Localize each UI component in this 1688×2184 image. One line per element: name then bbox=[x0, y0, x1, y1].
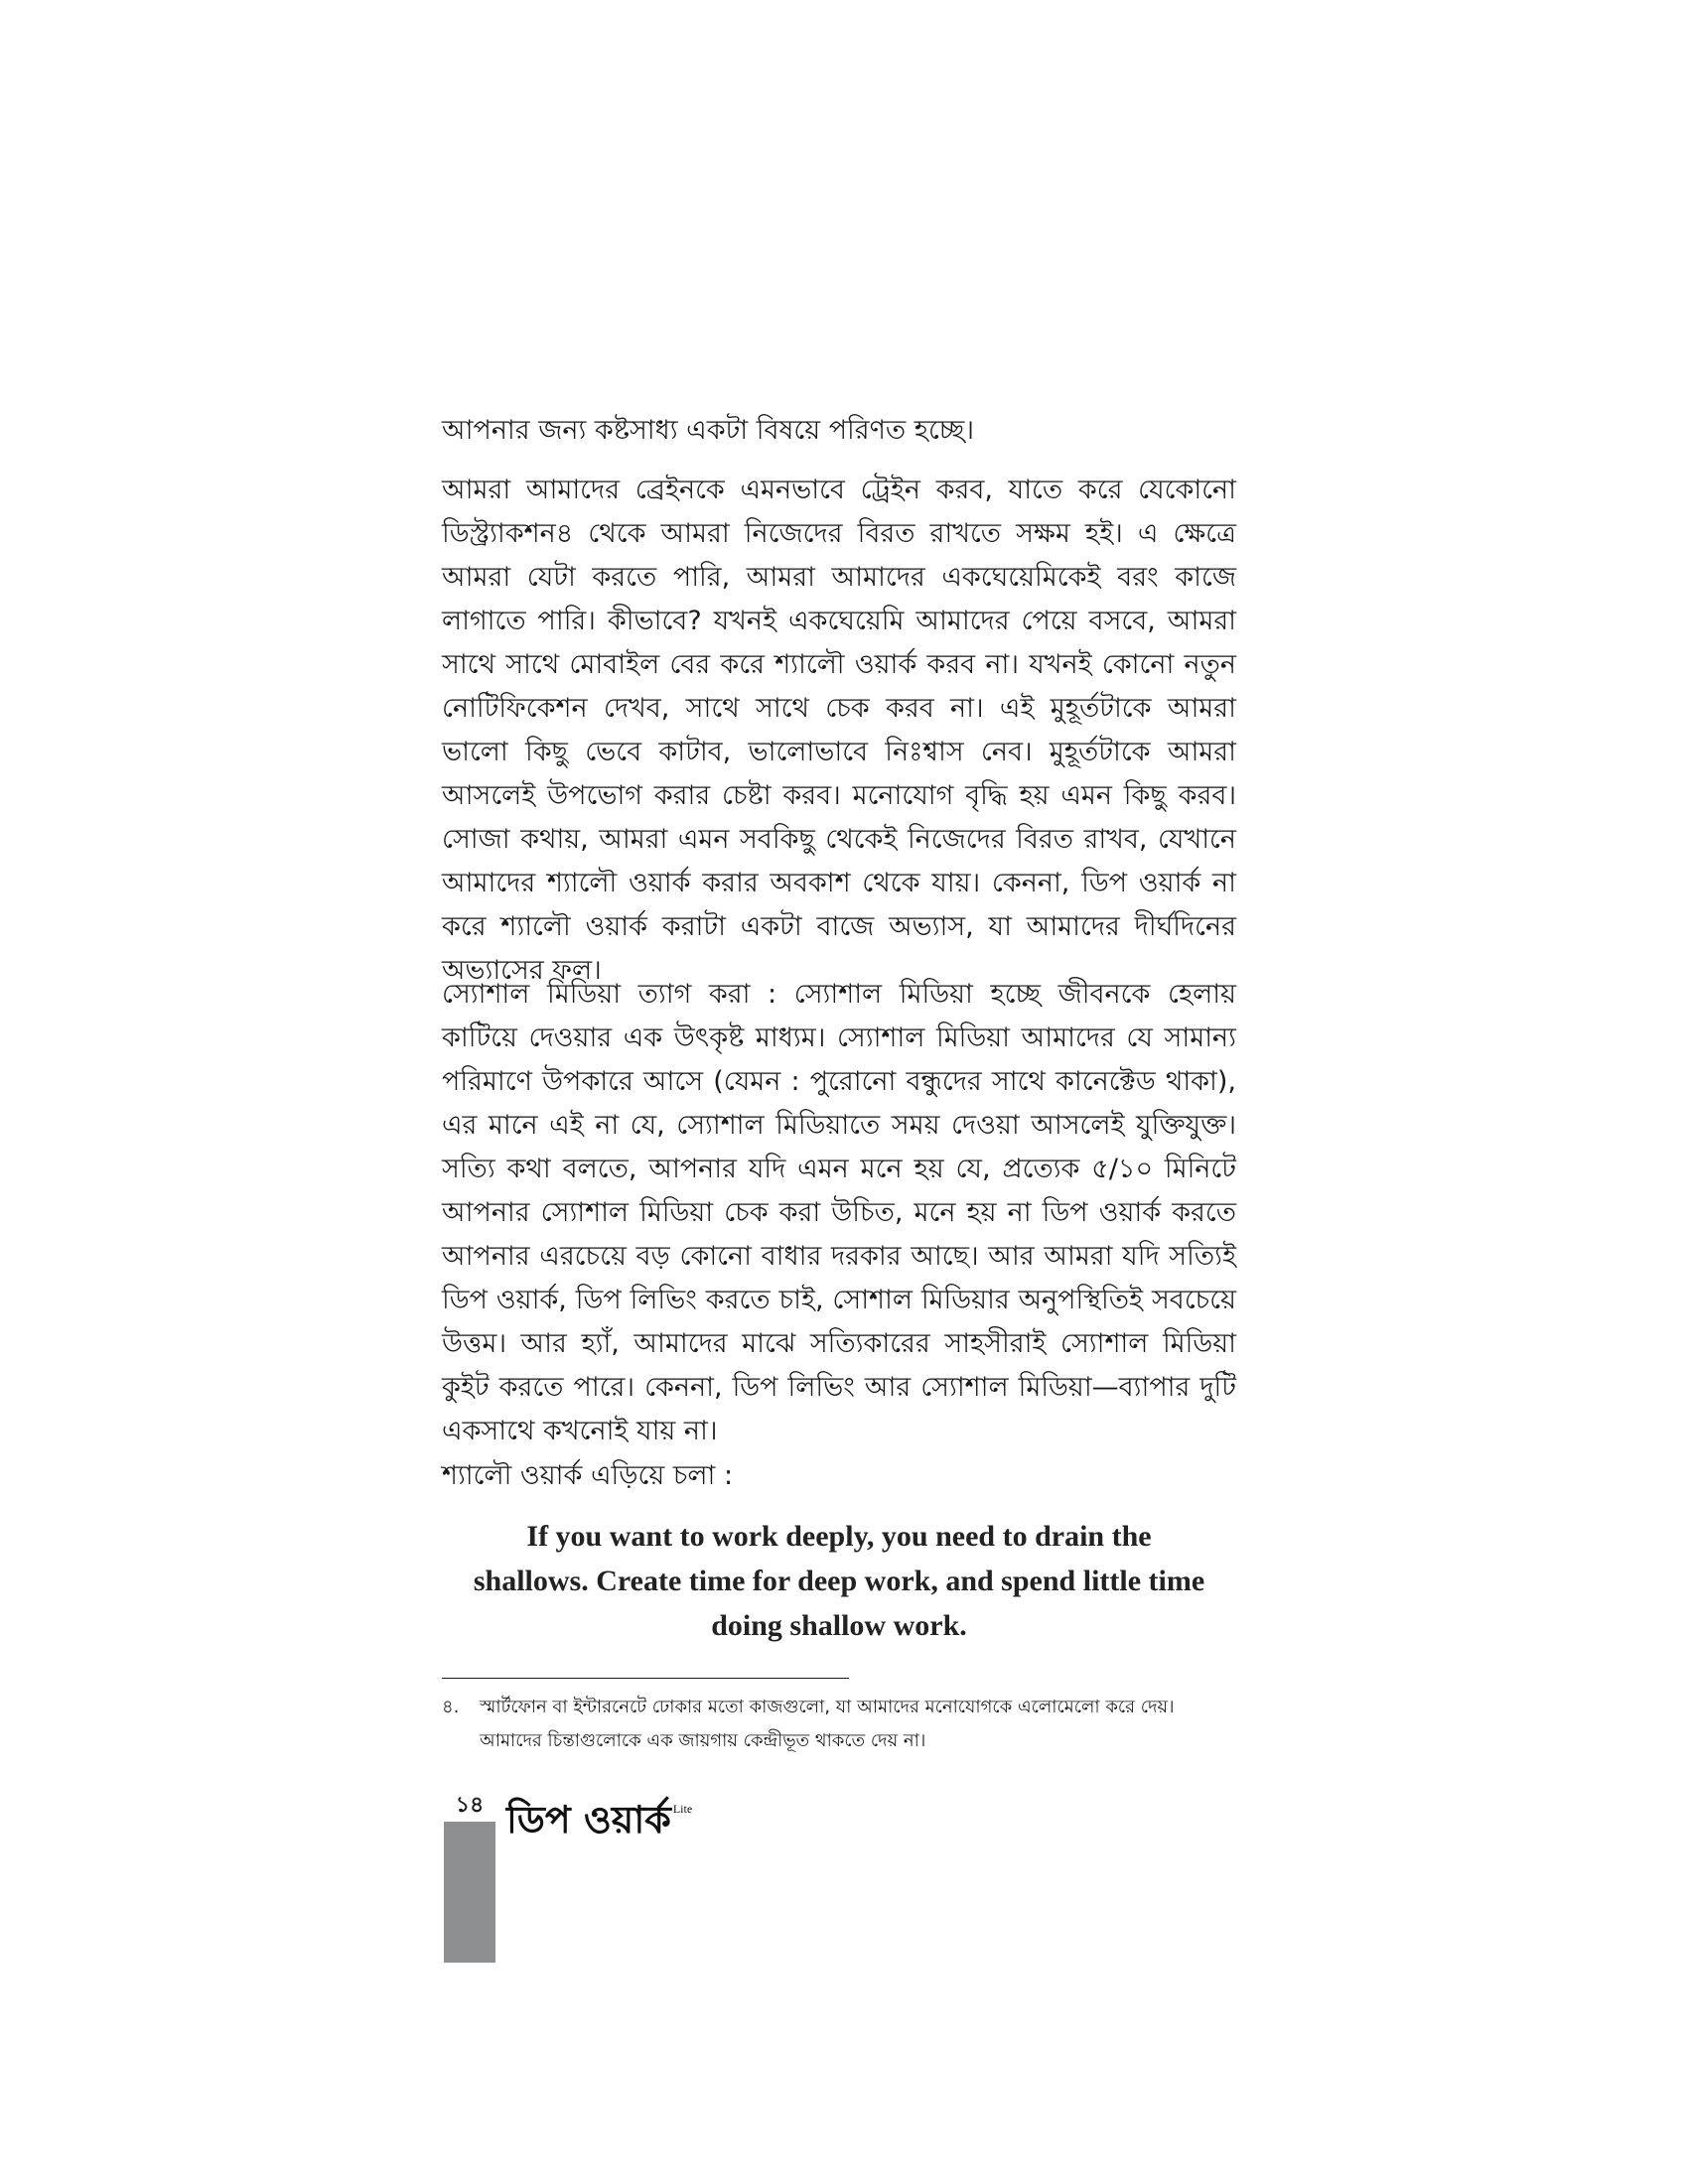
block-quote: If you want to work deeply, you need to drain the shallows. Create time for deep work, and spend little time doing shallow work. bbox=[473, 1520, 1205, 1642]
footnote-text-line-2: আমাদের চিন্তাগুলোকে এক জায়গায় কেন্দ্রীভূত থাকতে দেয় না। bbox=[480, 1730, 926, 1751]
footnote-number: ৪. bbox=[442, 1697, 460, 1717]
footnote-divider bbox=[442, 1678, 849, 1679]
paragraph-quit-social-media: স্যোশাল মিডিয়া ত্যাগ করা : স্যোশাল মিডিয়া হচ্ছে জীবনকে হেলায় কাটিয়ে দেওয়ার এক উৎকৃষ্ট মাধ্যম। স্যোশাল মিডিয়া আমাদের যে সামান্য পরিমাণে উপকারে আসে (যেমন : পুরোনো বন্ধুদের সাথে কানেক্টেড থাকা), এর মানে এই না যে, স্যোশাল মিডিয়াতে সময় দেওয়া আসলেই যুক্তিযুক্ত। সত্যি কথা বলতে, আপনার যদি এমন মনে হয় যে, প্রত্যেক ৫/১০ মিনিটে আপনার স্যোশাল মিডিয়া চেক করা উচিত, মনে হয় না ডিপ ওয়ার্ক করতে আপনার এরচেয়ে বড় কোনো বাধার দরকার আছে। আর আমরা যদি সত্যিই ডিপ ওয়ার্ক, ডিপ লিভিং করতে চাই, সোশাল মিডিয়ার অনুপস্থিতিই সবচেয়ে উত্তম। আর হ্যাঁ, আমাদের মাঝে সত্যিকারের সাহসীরাই স্যোশাল মিডিয়া কুইট করতে পারে। কেননা, ডিপ লিভিং আর স্যোশাল মিডিয়া—ব্যাপার দুটি একসাথে কখনোই যায় না। bbox=[442, 979, 1236, 1446]
footnote-text-line-1: স্মার্টফোন বা ইন্টারনেটে ঢোকার মতো কাজগুলো, যা আমাদের মনোযোগকে এলোমেলো করে দেয়। bbox=[480, 1697, 1175, 1717]
running-book-title bbox=[506, 1787, 692, 1842]
page-number: ১৪ bbox=[444, 1792, 495, 1822]
paragraph-training-brain: আমরা আমাদের ব্রেইনকে এমনভাবে ট্রেইন করব, যাতে করে যেকোনো ডিস্ট্র্যাকশন৪ থেকে আমরা নিজেদের বিরত রাখতে সক্ষম হই। এ ক্ষেত্রে আমরা যেটা করতে পারি, আমরা আমাদের একঘেয়েমিকেই বরং কাজে লাগাতে পারি। কীভাবে? যখনই একঘেয়েমি আমাদের পেয়ে বসবে, আমরা সাথে সাথে মোবাইল বের করে শ্যালৌ ওয়ার্ক করব না। যখনই কোনো নতুন নোটিফিকেশন দেখব, সাথে সাথে চেক করব না। এই মুহূর্তটাকে আমরা ভালো কিছু ভেবে কাটাব, ভালোভাবে নিঃশ্বাস নেব। মুহূর্তটাকে আমরা আসলেই উপভোগ করার চেষ্টা করব। মনোযোগ বৃদ্ধি হয় এমন কিছু করব। সোজা কথায়, আমরা এমন সবকিছু থেকেই নিজেদের বিরত রাখব, যেখানে আমাদের শ্যালৌ ওয়ার্ক করার অবকাশ থেকে যায়। কেননা, ডিপ ওয়ার্ক না করে শ্যালৌ ওয়ার্ক করাটা একটা বাজে অভ্যাস, যা আমাদের দীর্ঘদিনের অভ্যাসের ফল। bbox=[442, 475, 1236, 986]
section-subheading: শ্যালৌ ওয়ার্ক এড়িয়ে চলা : bbox=[442, 1460, 734, 1491]
side-tab-bar bbox=[444, 1798, 495, 1963]
footnote bbox=[442, 1691, 1246, 1758]
book-title-text: ডিপ ওয়ার্ক bbox=[506, 1798, 671, 1842]
lead-line: আপনার জন্য কষ্টসাধ্য একটা বিষয়ে পরিণত হচ্ছে। bbox=[442, 415, 975, 446]
book-title-suffix: Lite bbox=[672, 1802, 693, 1816]
